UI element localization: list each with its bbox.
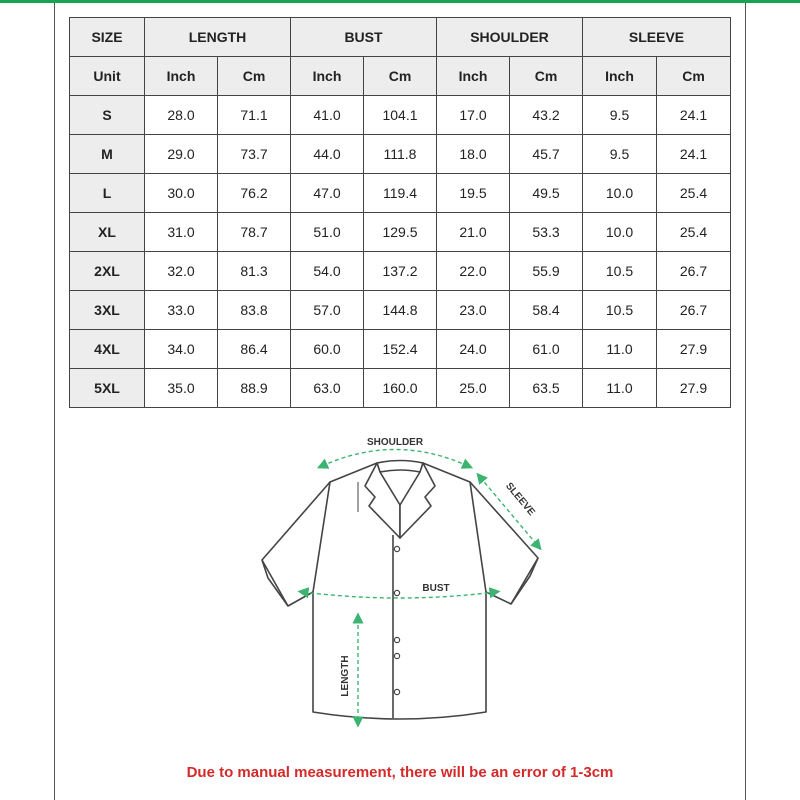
shirt-button	[394, 546, 399, 551]
measurement-cell: 24.1	[657, 96, 731, 135]
measurement-cell: 76.2	[218, 174, 291, 213]
measurement-cell: 49.5	[510, 174, 583, 213]
measurement-cell: 11.0	[583, 330, 657, 369]
measurement-cell: 119.4	[364, 174, 437, 213]
measurement-cell: 160.0	[364, 369, 437, 408]
measurement-cell: 78.7	[218, 213, 291, 252]
shirt-button	[394, 637, 399, 642]
measurement-cell: 24.1	[657, 135, 731, 174]
unit-cell: Cm	[364, 57, 437, 96]
size-label: M	[70, 135, 145, 174]
measurement-cell: 28.0	[145, 96, 218, 135]
measurement-cell: 51.0	[291, 213, 364, 252]
header-bust: BUST	[291, 18, 437, 57]
measurement-cell: 17.0	[437, 96, 510, 135]
measurement-cell: 47.0	[291, 174, 364, 213]
measurement-cell: 27.9	[657, 369, 731, 408]
measurement-cell: 43.2	[510, 96, 583, 135]
unit-cell: Inch	[145, 57, 218, 96]
measurement-cell: 29.0	[145, 135, 218, 174]
measurement-cell: 45.7	[510, 135, 583, 174]
measurement-cell: 11.0	[583, 369, 657, 408]
length-label: LENGTH	[340, 655, 351, 697]
measurement-cell: 18.0	[437, 135, 510, 174]
measurement-cell: 73.7	[218, 135, 291, 174]
size-label: XL	[70, 213, 145, 252]
header-shoulder: SHOULDER	[437, 18, 583, 57]
size-label: 3XL	[70, 291, 145, 330]
unit-cell: Cm	[657, 57, 731, 96]
header-size: SIZE	[70, 18, 145, 57]
measurement-cell: 53.3	[510, 213, 583, 252]
measurement-cell: 58.4	[510, 291, 583, 330]
measurement-cell: 81.3	[218, 252, 291, 291]
measurement-cell: 23.0	[437, 291, 510, 330]
unit-label: Unit	[70, 57, 145, 96]
measurement-cell: 25.0	[437, 369, 510, 408]
measurement-cell: 9.5	[583, 135, 657, 174]
shirt-button	[394, 653, 399, 658]
measurement-cell: 57.0	[291, 291, 364, 330]
unit-cell: Inch	[291, 57, 364, 96]
measurement-cell: 24.0	[437, 330, 510, 369]
measurement-cell: 152.4	[364, 330, 437, 369]
measurement-cell: 34.0	[145, 330, 218, 369]
unit-cell: Cm	[218, 57, 291, 96]
size-label: 4XL	[70, 330, 145, 369]
shirt-body	[313, 463, 486, 719]
measurement-cell: 111.8	[364, 135, 437, 174]
measurement-cell: 26.7	[657, 291, 731, 330]
measurement-cell: 21.0	[437, 213, 510, 252]
shirt-button	[394, 689, 399, 694]
measurement-cell: 54.0	[291, 252, 364, 291]
size-label: S	[70, 96, 145, 135]
measurement-cell: 22.0	[437, 252, 510, 291]
sleeve-label: SLEEVE	[503, 480, 537, 519]
measurement-cell: 88.9	[218, 369, 291, 408]
measurement-cell: 83.8	[218, 291, 291, 330]
measurement-cell: 33.0	[145, 291, 218, 330]
measurement-cell: 32.0	[145, 252, 218, 291]
measurement-cell: 60.0	[291, 330, 364, 369]
bust-label: BUST	[422, 583, 450, 594]
unit-cell: Inch	[437, 57, 510, 96]
measurement-cell: 25.4	[657, 174, 731, 213]
measurement-cell: 63.0	[291, 369, 364, 408]
measurement-cell: 10.5	[583, 252, 657, 291]
size-label: L	[70, 174, 145, 213]
measurement-cell: 63.5	[510, 369, 583, 408]
shirt-outline	[262, 461, 538, 720]
measurement-cell: 129.5	[364, 213, 437, 252]
measurement-cell: 10.0	[583, 213, 657, 252]
measurement-cell: 31.0	[145, 213, 218, 252]
measurement-cell: 35.0	[145, 369, 218, 408]
measurement-cell: 86.4	[218, 330, 291, 369]
measurement-cell: 30.0	[145, 174, 218, 213]
header-length: LENGTH	[145, 18, 291, 57]
measurement-cell: 41.0	[291, 96, 364, 135]
measurement-cell: 55.9	[510, 252, 583, 291]
measurement-cell: 44.0	[291, 135, 364, 174]
measurement-note: Due to manual measurement, there will be an error of 1-3cm	[186, 764, 614, 781]
size-label: 2XL	[70, 252, 145, 291]
measurement-cell: 61.0	[510, 330, 583, 369]
measurement-cell: 10.0	[583, 174, 657, 213]
measurement-cell: 71.1	[218, 96, 291, 135]
measurement-cell: 27.9	[657, 330, 731, 369]
unit-cell: Inch	[583, 57, 657, 96]
measurement-cell: 10.5	[583, 291, 657, 330]
measurement-cell: 26.7	[657, 252, 731, 291]
measurement-cell: 137.2	[364, 252, 437, 291]
measurement-cell: 25.4	[657, 213, 731, 252]
unit-cell: Cm	[510, 57, 583, 96]
measurement-cell: 104.1	[364, 96, 437, 135]
measurement-cell: 19.5	[437, 174, 510, 213]
size-label: 5XL	[70, 369, 145, 408]
collar-band	[377, 461, 423, 473]
measurement-cell: 9.5	[583, 96, 657, 135]
measurement-cell: 144.8	[364, 291, 437, 330]
header-sleeve: SLEEVE	[583, 18, 731, 57]
shoulder-label: SHOULDER	[366, 437, 424, 448]
shirt-button	[394, 590, 399, 595]
